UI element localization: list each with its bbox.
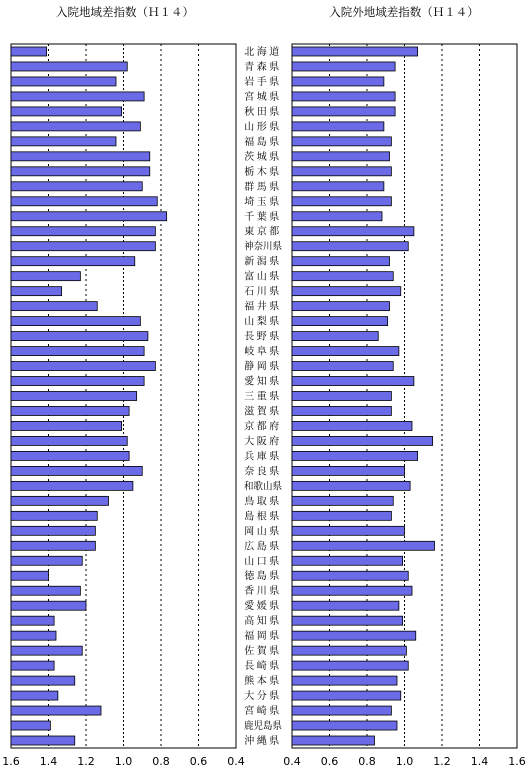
x-tick-label: 1.0 <box>395 755 414 768</box>
prefecture-label: 新潟県 <box>244 256 282 268</box>
bar <box>11 706 101 715</box>
bar <box>11 212 167 221</box>
bar <box>11 182 142 191</box>
bar <box>11 676 75 685</box>
bar <box>292 317 388 326</box>
prefecture-label: 高知県 <box>244 616 282 628</box>
bar <box>292 227 414 236</box>
bar <box>292 47 418 56</box>
bar <box>292 406 391 415</box>
prefecture-labels <box>244 45 282 747</box>
bar <box>11 167 150 176</box>
bar <box>292 137 391 146</box>
prefecture-label: 山口県 <box>244 556 282 568</box>
prefecture-label: 滋賀県 <box>244 406 282 418</box>
prefecture-label: 神奈川県 <box>244 241 284 253</box>
bar <box>292 62 395 71</box>
left-panel <box>2 44 245 768</box>
x-tick-label: 1.2 <box>77 755 95 768</box>
bar <box>11 586 80 595</box>
bar <box>292 661 408 670</box>
prefecture-label: 群馬県 <box>244 181 282 193</box>
bar <box>292 511 391 520</box>
bar <box>11 511 97 520</box>
x-tick-label: 0.8 <box>152 755 170 768</box>
prefecture-label: 静岡県 <box>244 361 282 373</box>
prefecture-label: 長野県 <box>244 331 282 343</box>
bar <box>11 406 129 415</box>
x-tick-label: 1.6 <box>508 755 526 768</box>
prefecture-label: 北海道 <box>244 46 282 58</box>
x-tick-label: 0.4 <box>227 755 245 768</box>
bar <box>292 332 378 341</box>
bar <box>11 526 95 535</box>
x-tick-label: 1.4 <box>39 755 58 768</box>
prefecture-label: 埼玉県 <box>244 196 282 208</box>
prefecture-label: 広島県 <box>244 541 282 553</box>
bar <box>11 272 80 281</box>
bar <box>292 197 391 206</box>
bar <box>11 347 144 356</box>
bar <box>11 646 82 655</box>
prefecture-label: 三重県 <box>244 391 282 403</box>
prefecture-label: 徳島県 <box>244 571 282 583</box>
prefecture-label: 福井県 <box>244 301 282 313</box>
bar <box>292 721 397 730</box>
bar <box>11 137 116 146</box>
bar <box>292 152 390 161</box>
bar <box>292 377 414 386</box>
bar <box>11 616 54 625</box>
prefecture-label: 和歌山県 <box>244 481 284 493</box>
bar <box>11 152 150 161</box>
bar <box>11 197 157 206</box>
bar <box>292 347 399 356</box>
x-tick-label: 1.0 <box>114 755 133 768</box>
bar <box>11 421 122 430</box>
bar <box>11 631 56 640</box>
bar <box>11 691 58 700</box>
bar <box>292 182 384 191</box>
bar <box>11 736 75 745</box>
bar <box>11 302 97 311</box>
bar <box>292 362 393 371</box>
prefecture-label: 宮崎県 <box>244 706 282 718</box>
bar <box>11 466 142 475</box>
x-tick-label: 0.8 <box>358 755 376 768</box>
bar <box>11 661 54 670</box>
bar <box>292 616 403 625</box>
prefecture-label: 鹿児島県 <box>244 721 284 733</box>
right-chart-title: 入院外地域差指数（Ｈ１４） <box>329 5 479 19</box>
prefecture-label: 大阪府 <box>244 436 282 448</box>
prefecture-label: 岡山県 <box>244 526 282 538</box>
prefecture-label: 島根県 <box>244 511 282 523</box>
bar <box>11 451 129 460</box>
bar <box>292 287 401 296</box>
bar <box>292 242 408 251</box>
prefecture-label: 奈良県 <box>244 466 282 478</box>
bar <box>292 496 393 505</box>
prefecture-label: 富山県 <box>244 271 282 283</box>
bar <box>292 272 393 281</box>
bar <box>11 481 133 490</box>
bar <box>11 62 127 71</box>
prefecture-label: 宮城県 <box>244 91 282 103</box>
bar <box>292 631 416 640</box>
bar <box>11 362 155 371</box>
prefecture-label: 熊本県 <box>244 676 282 688</box>
prefecture-label: 福岡県 <box>244 631 282 643</box>
prefecture-label: 香川県 <box>244 586 282 598</box>
prefecture-label: 沖縄県 <box>244 736 282 748</box>
bar <box>292 421 412 430</box>
left-chart-title: 入院地域差指数（Ｈ１４） <box>56 5 194 19</box>
bar <box>11 122 140 131</box>
bar <box>292 736 375 745</box>
prefecture-label: 愛媛県 <box>244 601 282 613</box>
prefecture-label: 山梨県 <box>244 316 282 328</box>
bar <box>11 436 127 445</box>
bar <box>11 77 116 86</box>
bar <box>292 556 403 565</box>
bar <box>11 496 109 505</box>
bar <box>292 92 395 101</box>
bar <box>11 242 155 251</box>
bar <box>11 332 148 341</box>
prefecture-label: 岩手県 <box>244 76 282 88</box>
prefecture-label: 兵庫県 <box>244 451 282 463</box>
bar <box>292 691 401 700</box>
prefecture-label: 長崎県 <box>244 661 282 673</box>
bar <box>11 227 155 236</box>
prefecture-label: 青森県 <box>244 61 282 73</box>
x-tick-label: 0.4 <box>283 755 301 768</box>
x-tick-label: 1.2 <box>433 755 451 768</box>
prefecture-label: 福島県 <box>244 136 282 148</box>
bar <box>292 302 390 311</box>
prefecture-label: 栃木県 <box>244 166 282 178</box>
prefecture-label: 岐阜県 <box>244 346 282 358</box>
prefecture-label: 茨城県 <box>244 151 282 163</box>
bar <box>292 481 410 490</box>
bar <box>11 556 82 565</box>
prefecture-label: 大分県 <box>244 691 282 703</box>
bar <box>11 92 144 101</box>
bar <box>11 392 137 401</box>
bar <box>292 601 399 610</box>
prefecture-label: 秋田県 <box>244 106 282 118</box>
right-panel <box>283 44 526 768</box>
prefecture-label: 愛知県 <box>244 376 282 388</box>
prefecture-label: 山形県 <box>244 121 282 133</box>
prefecture-label: 鳥取県 <box>244 496 282 508</box>
bar <box>292 212 382 221</box>
bar <box>292 107 395 116</box>
bar <box>292 586 412 595</box>
bar <box>292 122 384 131</box>
bar <box>292 392 391 401</box>
prefecture-label: 石川県 <box>244 286 282 298</box>
bar <box>11 107 122 116</box>
bar <box>292 541 435 550</box>
bar <box>292 257 390 266</box>
prefecture-label: 佐賀県 <box>244 646 282 658</box>
bar <box>11 377 144 386</box>
x-tick-label: 0.6 <box>189 755 208 768</box>
bar <box>292 526 405 535</box>
prefecture-label: 千葉県 <box>244 211 282 223</box>
bar <box>292 571 408 580</box>
bar <box>11 257 135 266</box>
bar <box>11 541 95 550</box>
prefecture-label: 東京都 <box>244 226 282 238</box>
x-tick-label: 1.4 <box>470 755 489 768</box>
bar <box>292 436 433 445</box>
bar <box>292 77 384 86</box>
bar <box>11 47 47 56</box>
bar <box>11 317 140 326</box>
x-tick-label: 1.6 <box>2 755 20 768</box>
bar <box>292 451 418 460</box>
bar <box>292 646 406 655</box>
bar <box>292 676 397 685</box>
bar <box>292 167 391 176</box>
bar <box>292 466 405 475</box>
bar <box>11 571 49 580</box>
prefecture-label: 京都府 <box>244 421 282 433</box>
bar <box>11 601 86 610</box>
x-tick-label: 0.6 <box>320 755 339 768</box>
bar <box>11 721 50 730</box>
bar <box>11 287 62 296</box>
bar <box>292 706 391 715</box>
